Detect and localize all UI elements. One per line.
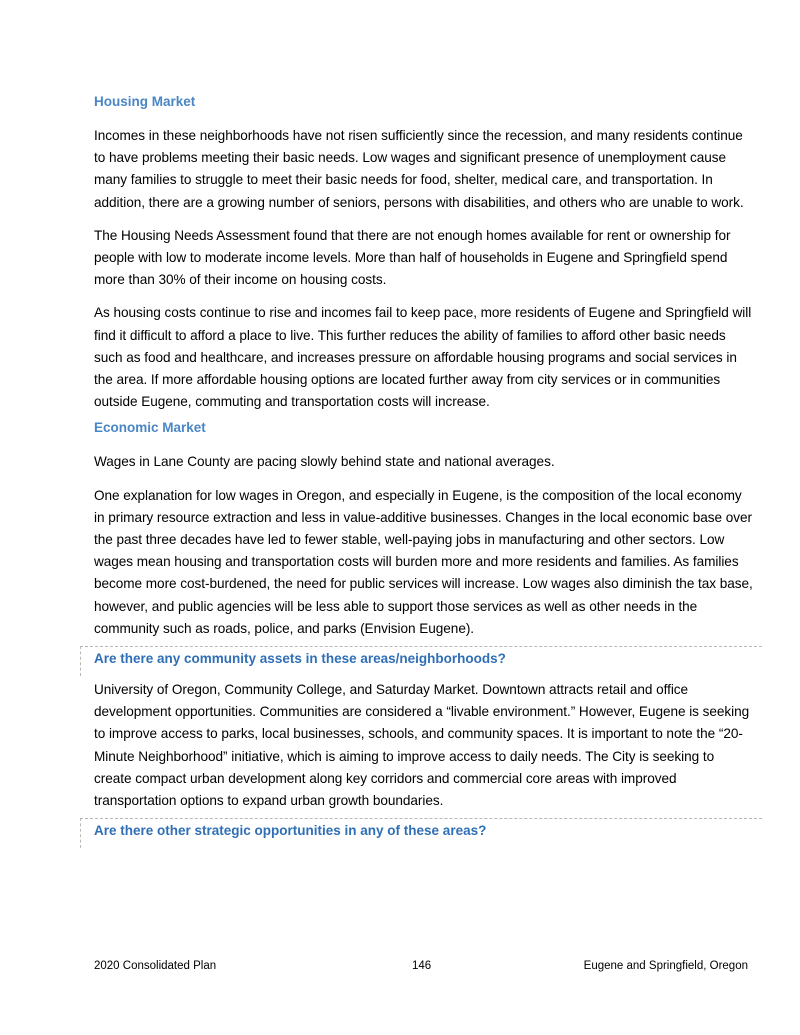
page-content [94,93,754,851]
footer-document-title: 2020 Consolidated Plan [94,960,217,972]
dashed-side-marker [80,818,81,848]
housing-paragraph-1: Incomes in these neighborhoods have not risen sufficiently since the recession, and many residents continue to have problems meeting their basic needs. Low wages and significant presence of unemployment cause many families to struggle to meet their basic needs for food, shelter, medical care, and transportation. In addition, there are a growing number of seniors, persons with disabilities, and others who are unable to work. [94,128,744,210]
economic-paragraph-1: Wages in Lane County are pacing slowly behind state and national averages. [94,454,555,470]
question-strategic-opportunities: Are there other strategic opportunities in any of these areas? [94,823,487,839]
dashed-side-marker [80,646,81,676]
question-community-assets: Are there any community assets in these areas/neighborhoods? [94,651,506,667]
economic-paragraph-2: One explanation for low wages in Oregon, and especially in Eugene, is the composition of the local economy in primary resource extraction and less in value-additive businesses. Changes in the local economic base over the past three decades have led to fewer stable, well-paying jobs in manufacturing and other sectors. Low wages mean housing and transportation costs will burden more and more residents and families. As families become more cost-burdened, the need for public services will increase. Low wages also diminish the tax base, however, and public agencies will be less able to support those services as well as other needs in the community such as roads, police, and parks (Envision Eugene). [94,487,753,636]
question-block-strategic-opportunities [86,818,754,841]
economic-market-heading: Economic Market [94,420,206,436]
housing-paragraph-2: The Housing Needs Assessment found that there are not enough homes available for rent or ownership for people with low to moderate income levels. More than half of households in Eugene and Springfield spend more than 30% of their income on housing costs. [94,227,731,288]
dashed-divider [80,818,762,819]
footer-page-number: 146 [412,960,432,972]
question-block-community-assets [86,646,754,669]
housing-paragraph-3: As housing costs continue to rise and incomes fail to keep pace, more residents of Eugene and Springfield will find it difficult to afford a place to live. This further reduces the ability of families to afford other basic needs such as food and healthcare, and increases pressure on affordable housing programs and social services in the area. If more affordable housing options are located further away from city services or in communities outside Eugene, commuting and transportation costs will increase. [94,305,752,410]
dashed-divider [80,646,762,647]
footer-location: Eugene and Springfield, Oregon [583,960,748,972]
answer-community-assets: University of Oregon, Community College, and Saturday Market. Downtown attracts retail and office development opportunities. Communities are considered a “livable environment.” However, Eugene is seeking to improve access to parks, local businesses, schools, and community spaces. It is important to note the “20-Minute Neighborhood” initiative, which is aiming to improve access to daily needs. The City is seeking to create compact urban development along key corridors and commercial core areas with improved transportation options to expand urban growth boundaries. [94,682,750,809]
housing-market-heading: Housing Market [94,94,196,109]
